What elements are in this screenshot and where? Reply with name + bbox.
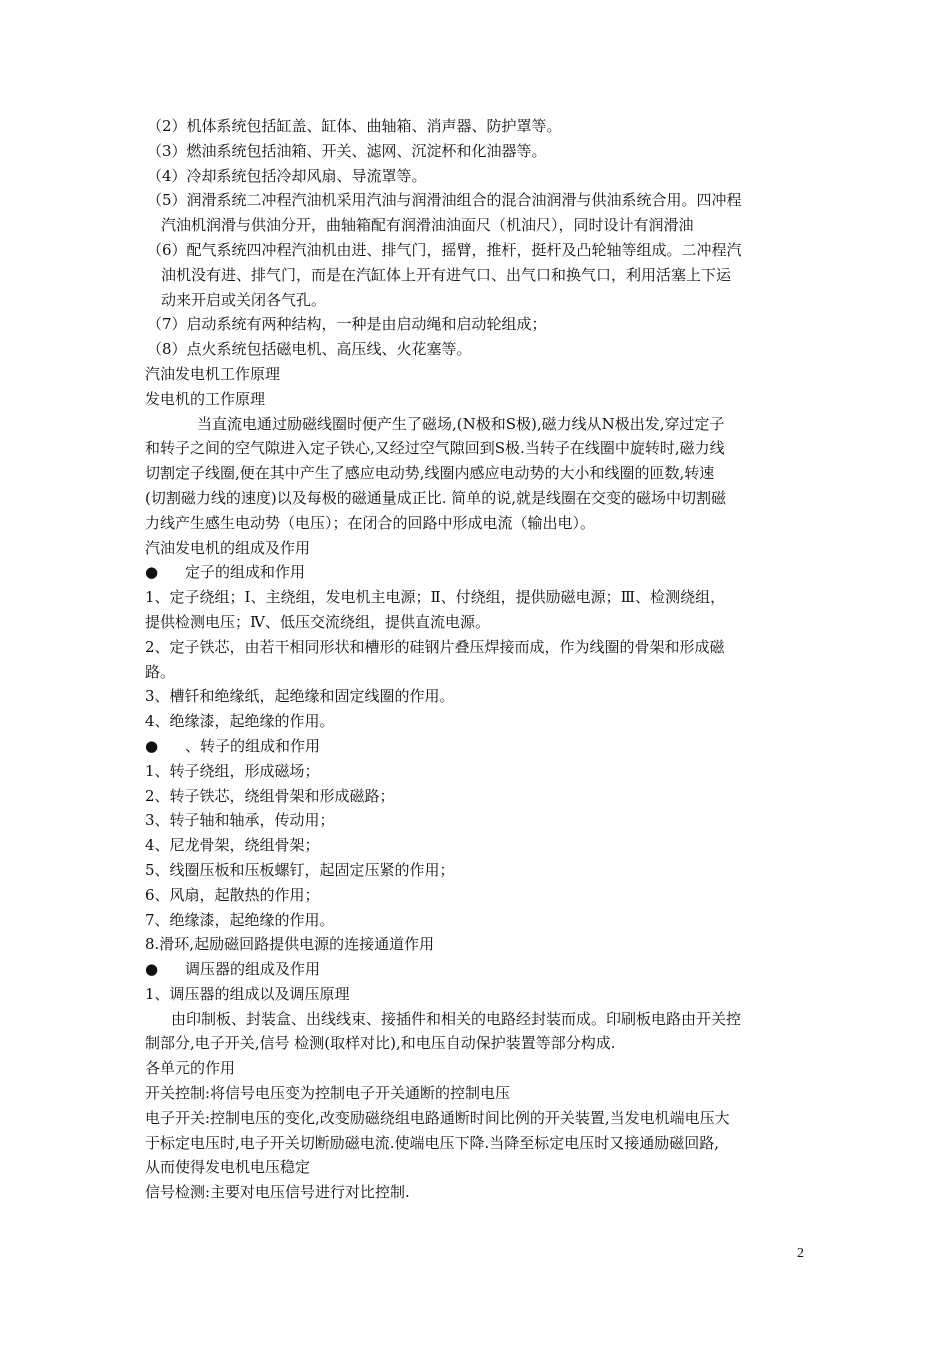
text-line: （6）配气系统四冲程汽油机由进、排气门，摇臂，推杆，挺杆及凸轮轴等组成。二冲程汽: [147, 240, 742, 259]
text-line: 7、绝缘漆，起绝缘的作用。: [145, 910, 335, 929]
text-line: 信号检测:主要对电压信号进行对比控制.: [145, 1183, 410, 1202]
text-line: （5）润滑系统二冲程汽油机采用汽油与润滑油组合的混合油润滑与供油系统合用。四冲程: [147, 191, 742, 210]
text-line: 切割定子线圈,便在其中产生了感应电动势,线圈内感应电动势的大小和线圈的匝数,转速: [145, 464, 715, 483]
text-line: （7）启动系统有两种结构，一种是由启动绳和启动轮组成；: [147, 315, 547, 334]
bullet-icon: ●: [145, 736, 159, 755]
bullet-heading: ● 定子的组成和作用: [145, 560, 810, 585]
text-line: 3、转子轴和轴承，传动用；: [145, 811, 335, 830]
bullet-heading: ● 调压器的组成及作用: [145, 957, 810, 982]
text-line: 1、定子绕组；Ⅰ、主绕组，发电机主电源；Ⅱ、付绕组，提供励磁电源；Ⅲ、检测绕组，: [145, 588, 726, 607]
page-number: 2: [797, 1246, 804, 1261]
text-line: 1、转子绕组，形成磁场；: [145, 761, 320, 780]
text-line: 油机没有进、排气门，而是在汽缸体上开有进气口、出气口和换气口，利用活塞上下运: [161, 265, 732, 284]
text-line: 4、尼龙骨架，绕组骨架；: [145, 836, 320, 855]
text-line: 由印制板、封装盒、出线线束、接插件和相关的电路经封装而成。印刷板电路由开关控: [171, 1009, 742, 1028]
text-line: 开关控制:将信号电压变为控制电子开关通断的控制电压: [145, 1084, 511, 1103]
text-line: （3）燃油系统包括油箱、开关、滤网、沉淀杯和化油器等。: [147, 141, 547, 160]
section-heading: 汽油发电机的组成及作用: [145, 538, 311, 557]
text-line: 5、线圈压板和压板螺钉，起固定压紧的作用；: [145, 860, 455, 879]
text-line: 当直流电通过励磁线圈时便产生了磁场,(N极和S极),磁力线从N极出发,穿过定子: [197, 414, 725, 433]
text-line: 提供检测电压；Ⅳ、低压交流绕组，提供直流电源。: [145, 612, 490, 631]
text-line: 路。: [145, 662, 176, 681]
text-line: 动来开启或关闭各气孔。: [161, 290, 327, 309]
bullet-icon: ●: [145, 563, 159, 582]
text-line: 于标定电压时,电子开关切断励磁电流.使端电压下降.当降至标定电压时又接通励磁回路,: [145, 1133, 720, 1152]
text-line: （2）机体系统包括缸盖、缸体、曲轴箱、消声器、防护罩等。: [147, 117, 562, 135]
text-line: 从而使得发电机电压稳定: [145, 1158, 311, 1177]
text-line: 制部分,电子开关,信号 检测(取样对比),和电压自动保护装置等部分构成.: [145, 1034, 616, 1053]
text-line: 6、风扇，起散热的作用；: [145, 885, 320, 904]
text-line: （4）冷却系统包括冷却风扇、导流罩等。: [147, 166, 427, 185]
section-heading: 汽油发电机工作原理: [145, 364, 281, 383]
text-line: 3、槽钎和绝缘纸，起绝缘和固定线圈的作用。: [145, 687, 455, 706]
text-line: 电子开关:控制电压的变化,改变励磁绕组电路通断时间比例的开关装置,当发电机端电压大: [145, 1108, 730, 1127]
bullet-heading: ● 、转子的组成和作用: [145, 734, 810, 759]
bullet-icon: ●: [145, 960, 159, 979]
section-heading: 各单元的作用: [145, 1059, 236, 1078]
text-line: 汽油机润滑与供油分开，曲轴箱配有润滑油油面尺（机油尺），同时设计有润滑油: [161, 216, 694, 235]
section-heading: 发电机的工作原理: [145, 389, 266, 408]
text-line: 8.滑环,起励磁回路提供电源的连接通道作用: [145, 935, 435, 954]
text-line: 力线产生感生电动势（电压）；在闭合的回路中形成电流（输出电）。: [145, 513, 596, 532]
text-line: 和转子之间的空气隙进入定子铁心,又经过空气隙回到S极.当转子在线圈中旋转时,磁力线: [145, 439, 725, 458]
text-line: 2、定子铁芯，由若干相同形状和槽形的硅钢片叠压焊接而成，作为线圈的骨架和形成磁: [145, 637, 725, 656]
document-body: [145, 114, 810, 1205]
text-line: 4、绝缘漆，起绝缘的作用。: [145, 712, 335, 731]
text-line: 2、转子铁芯，绕组骨架和形成磁路；: [145, 786, 395, 805]
text-line: (切割磁力线的速度)以及每极的磁通量成正比. 简单的说,就是线圈在交变的磁场中切割磁: [145, 488, 727, 507]
text-line: （8）点火系统包括磁电机、高压线、火花塞等。: [147, 340, 472, 359]
text-line: 1、调压器的组成以及调压原理: [145, 984, 350, 1003]
